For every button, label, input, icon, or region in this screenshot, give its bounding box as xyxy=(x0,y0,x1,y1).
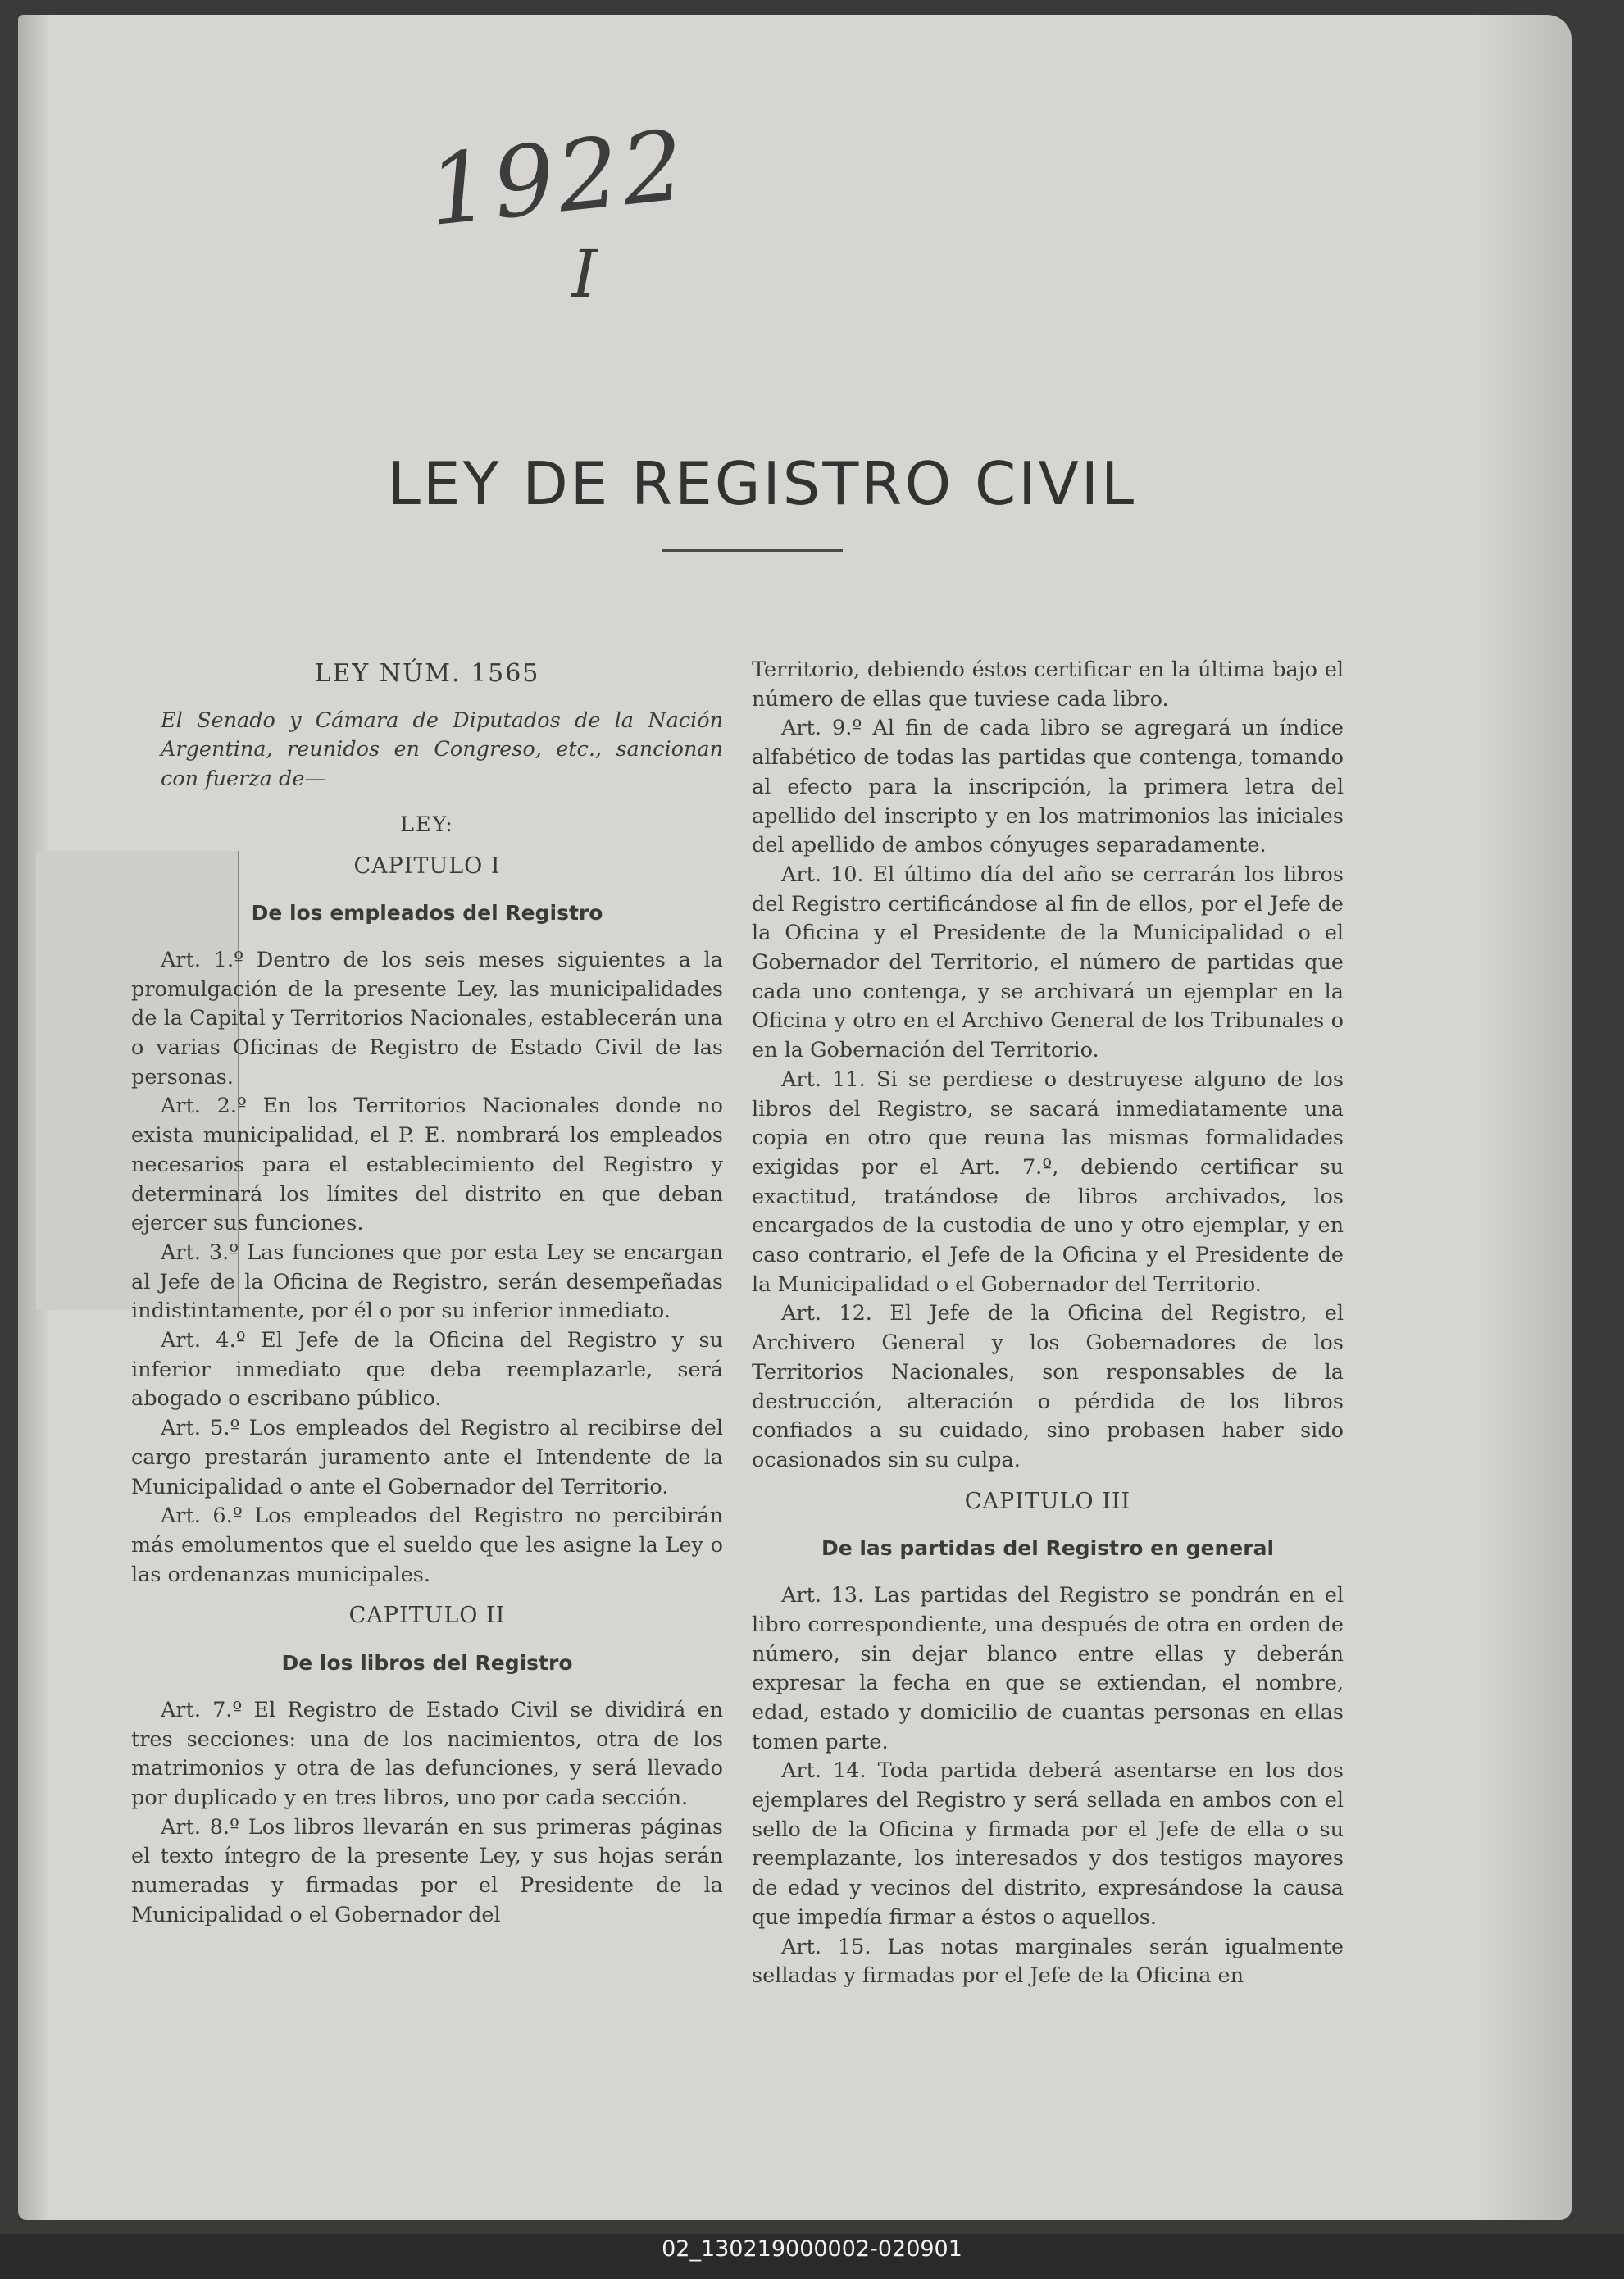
article-15: Art. 15. Las notas marginales serán igualmente selladas y firmadas por el Jefe de la Oficina en xyxy=(752,1934,1344,1989)
article-2: Art. 2.º En los Territorios Nacionales donde no exista municipalidad, el P. E. nombrará los empleados necesarios para el establecimiento del Registro y determinará los límites del distrito en que deban ejercer sus funciones. xyxy=(131,1094,723,1236)
image-id-label: 02_130219000002-020901 xyxy=(662,2236,962,2262)
chapter-1-title: De los empleados del Registro xyxy=(251,901,603,926)
left-column xyxy=(131,656,723,1930)
chapter-3-label: CAPITULO III xyxy=(964,1488,1131,1514)
handwritten-volume-number: I xyxy=(571,236,598,312)
article-9: Art. 9.º Al fin de cada libro se agregará un índice alfabético de todas las partidas que contenga, tomando al efecto para la inscripción, la primera letra del apellido del inscripto y en los matrimonios las iniciales del apellido de ambos cónyuges separadamente. xyxy=(752,716,1344,858)
chapter-2-label: CAPITULO II xyxy=(348,1603,506,1629)
article-7: Art. 7.º El Registro de Estado Civil se dividirá en tres secciones: una de los nacimientos, otra de los matrimonios y otra de las defunciones, y será llevado por duplicado y en tres libros, uno por cada sección. xyxy=(131,1697,723,1810)
chapter-3-title: De las partidas del Registro en general xyxy=(821,1536,1275,1561)
title-divider xyxy=(662,549,843,552)
article-5: Art. 5.º Los empleados del Registro al recibirse del cargo prestarán juramento ante el Intendente de la Municipalidad o ante el Gobernador del Territorio. xyxy=(131,1416,723,1499)
article-6: Art. 6.º Los empleados del Registro no percibirán más emolumentos que el sueldo que les asigne la Ley o las ordenanzas municipales. xyxy=(131,1503,723,1587)
document-title: LEY DE REGISTRO CIVIL xyxy=(387,449,1137,518)
chapter-1-label: CAPITULO I xyxy=(353,853,501,879)
preamble: El Senado y Cámara de Diputados de la Nación Argentina, reunidos en Congreso, etc., sancionan con fuerza de— xyxy=(161,707,723,792)
article-12: Art. 12. El Jefe de la Oficina del Registro, el Archivero General y los Gobernadores de los Territorios Nacionales, son responsables de la destrucción, alteración o pérdida de los libros confiados a su cuidado, sino probasen haber sido ocasionados sin su culpa. xyxy=(752,1301,1344,1472)
law-number-heading: LEY NÚM. 1565 xyxy=(314,659,540,688)
article-13: Art. 13. Las partidas del Registro se pondrán en el libro correspondiente, una después de otra en orden de número, sin dejar blanco entre ellas y deberán expresar la fecha en que se extiendan, el nombre, edad, estado y domicilio de cuantas personas en ellas tomen parte. xyxy=(752,1583,1344,1754)
article-4: Art. 4.º El Jefe de la Oficina del Registro y su inferior inmediato que deba reemplazarle, será abogado o escribano público. xyxy=(131,1328,723,1412)
article-11: Art. 11. Si se perdiese o destruyese alguno de los libros del Registro, se sacará inmediatamente una copia en otro que reuna las mismas formalidades exigidas por el Art. 7.º, debiendo certificar su exactitud, tratándose de libros archivados, los encargados de la custodia de uno y otro ejemplar, y en caso contrario, el Jefe de la Oficina y el Presidente de la Municipalidad o el Gobernador del Territorio. xyxy=(752,1067,1344,1297)
article-8-continued: Territorio, debiendo éstos certificar en la última bajo el número de ellas que tuviese cada libro. xyxy=(752,657,1344,712)
article-8: Art. 8.º Los libros llevarán en sus primeras páginas el texto íntegro de la presente Ley, y sus hojas serán numeradas y firmadas por el Presidente de la Municipalidad o el Gobernador del xyxy=(131,1814,723,1927)
handwritten-year: 1922 xyxy=(422,107,693,248)
article-10: Art. 10. El último día del año se cerrarán los libros del Registro certificándose al fin de ellos, por el Jefe de la Oficina y el Presidente de la Municipalidad o el Gobernador del Territorio, el número de partidas que cada uno contenga, y se archivará un ejemplar en la Oficina y otro en el Archivo General de los Tribunales o en la Gobernación del Territorio. xyxy=(752,862,1344,1063)
chapter-2-title: De los libros del Registro xyxy=(281,1651,573,1676)
article-3: Art. 3.º Las funciones que por esta Ley se encargan al Jefe de la Oficina de Registro, serán desempeñadas indistintamente, por él o por su inferior inmediato. xyxy=(131,1240,723,1324)
article-14: Art. 14. Toda partida deberá asentarse en los dos ejemplares del Registro y será sellada en ambos con el sello de la Oficina y firmada por el Jefe de ella o su reemplazante, los interesados y dos testigos mayores de edad y vecinos del distrito, expresándose la causa que impedía firmar a éstos o aquellos. xyxy=(752,1758,1344,1930)
article-1: Art. 1.º Dentro de los seis meses siguientes a la promulgación de la presente Ley, las municipalidades de la Capital y Territorios Nacionales, establecerán una o varias Oficinas de Registro de Estado Civil de las personas. xyxy=(131,947,723,1089)
right-column xyxy=(752,656,1344,1991)
ley-label: LEY: xyxy=(400,812,454,837)
page-right-shade xyxy=(1473,15,1572,2220)
